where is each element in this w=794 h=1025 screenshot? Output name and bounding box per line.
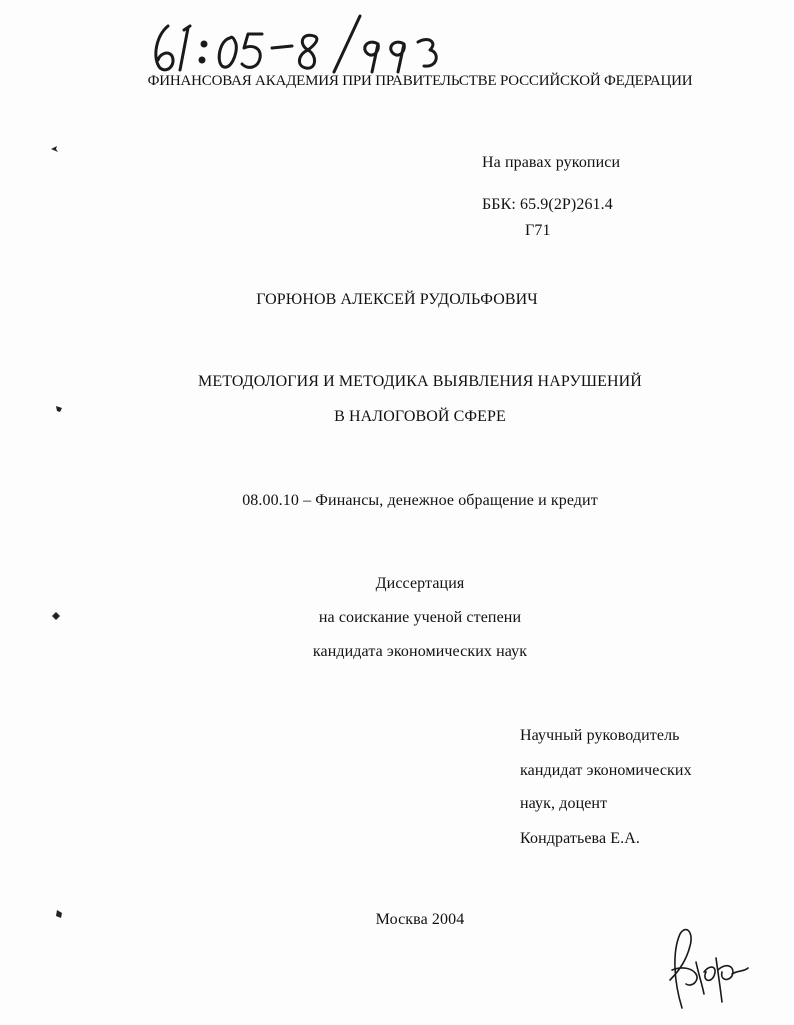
specialty-code: 08.00.10 – Финансы, денежное обращение и кредит bbox=[242, 492, 598, 509]
supervisor-name: Кондратьева Е.А. bbox=[520, 830, 641, 847]
handwritten-archive-code bbox=[148, 14, 448, 76]
author-sign-code: Г71 bbox=[525, 222, 551, 239]
manuscript-rights-note: На правах рукописи bbox=[482, 154, 621, 171]
scan-mark bbox=[55, 400, 63, 408]
degree-purpose: на соискание ученой степени bbox=[318, 609, 522, 626]
author-name: ГОРЮНОВ АЛЕКСЕЙ РУДОЛЬФОВИЧ bbox=[256, 291, 538, 308]
supervisor-title: наук, доцент bbox=[520, 795, 608, 812]
supervisor-degree: кандидат экономических bbox=[520, 762, 692, 779]
supervisor-heading: Научный руководитель bbox=[520, 727, 680, 744]
bbk-classification: ББК: 65.9(2Р)261.4 bbox=[482, 196, 613, 213]
scan-mark bbox=[55, 905, 63, 913]
handwritten-signature bbox=[662, 922, 750, 1012]
city-and-year: Москва 2004 bbox=[375, 911, 465, 928]
dissertation-title-line-1: МЕТОДОЛОГИЯ И МЕТОДИКА ВЫЯВЛЕНИЯ НАРУШЕНИЙ bbox=[198, 373, 642, 390]
organization-name: ФИНАНСОВАЯ АКАДЕМИЯ ПРИ ПРАВИТЕЛЬСТВЕ РОССИЙСКОЙ ФЕДЕРАЦИИ bbox=[147, 73, 693, 89]
degree-name: кандидата экономических наук bbox=[312, 643, 528, 660]
scan-mark bbox=[51, 140, 59, 148]
dissertation-label: Диссертация bbox=[375, 575, 465, 592]
dissertation-title-line-2: В НАЛОГОВОЙ СФЕРЕ bbox=[334, 408, 506, 425]
scan-mark bbox=[52, 607, 60, 615]
